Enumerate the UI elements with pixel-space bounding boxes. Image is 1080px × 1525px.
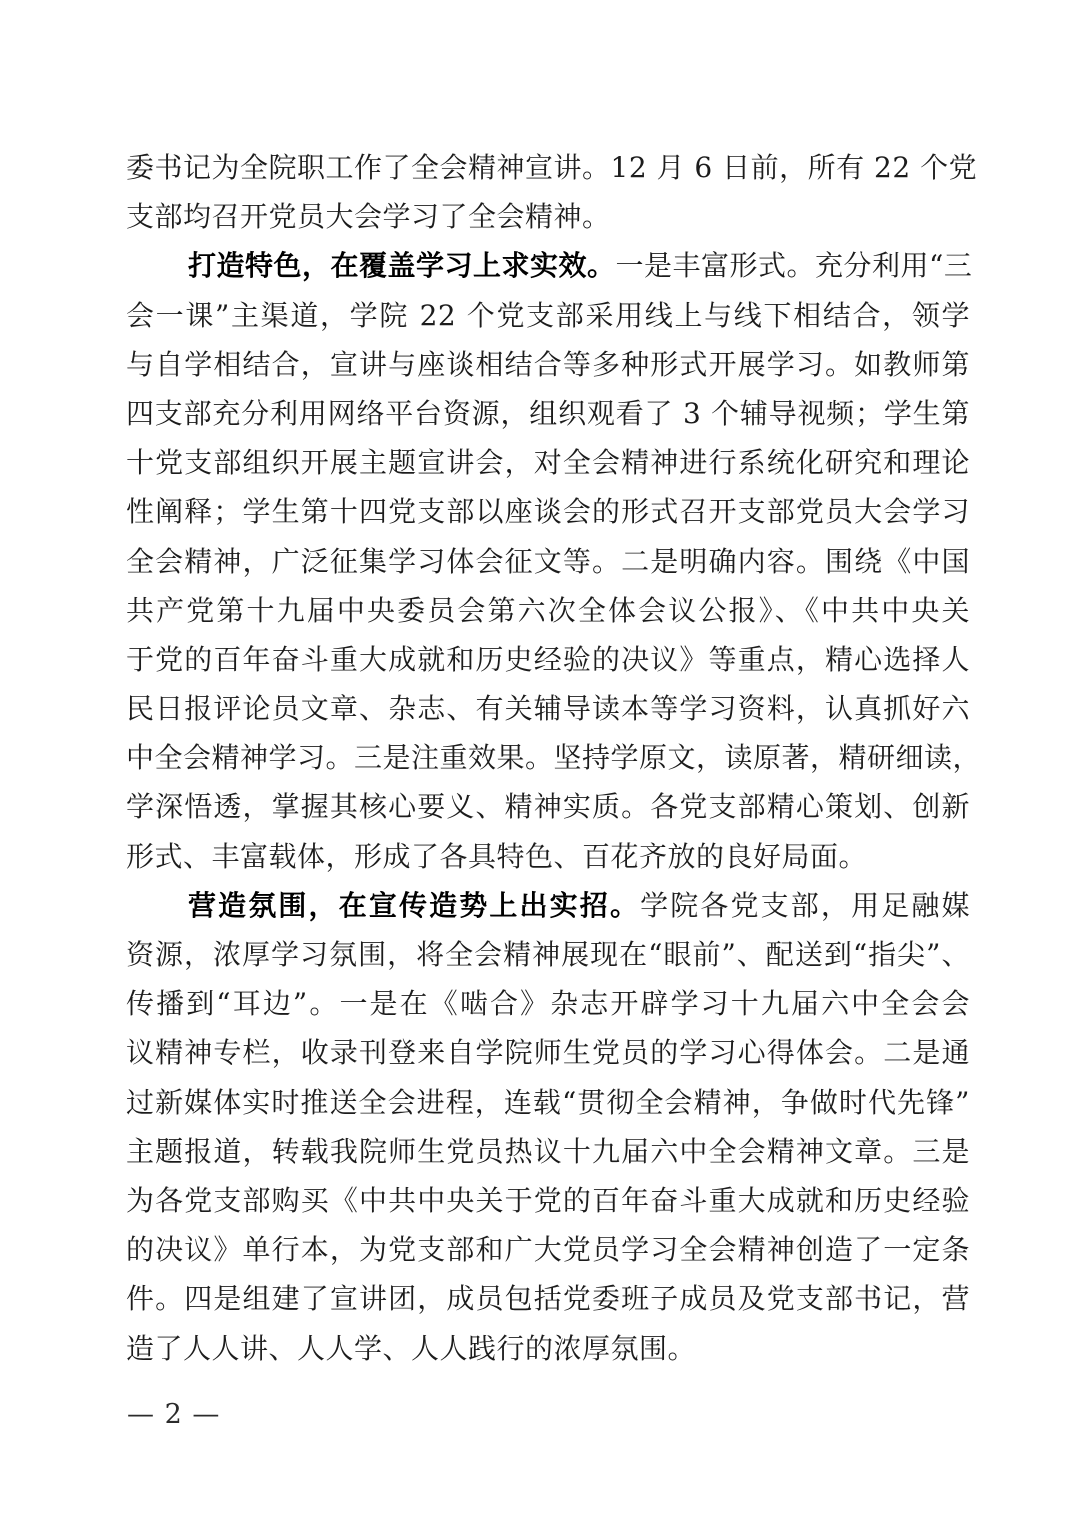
paragraph-text: 一是丰富形式。充分利用“三 bbox=[615, 249, 973, 283]
text-line bbox=[126, 881, 970, 930]
page-number: — 2 — bbox=[127, 1399, 221, 1430]
document-body bbox=[126, 143, 982, 1373]
text-line: 全会精神，广泛征集学习体会征文等。二是明确内容。围绕《中国 bbox=[126, 544, 970, 578]
paragraph-heading: 打造特色，在覆盖学习上求实效。 bbox=[188, 249, 616, 283]
paragraph-text: 学院各党支部，用足融媒 bbox=[640, 888, 970, 922]
text-line: 性阐释；学生第十四党支部以座谈会的形式召开支部党员大会学习 bbox=[126, 495, 970, 529]
text-line: 形式、丰富载体，形成了各具特色、百花齐放的良好局面。 bbox=[126, 839, 868, 873]
text-line: 中全会精神学习。三是注重效果。坚持学原文，读原著，精研细读， bbox=[126, 741, 982, 775]
text-line: 共产党第十九届中央委员会第六次全体会议公报》、《中共中央关 bbox=[126, 593, 970, 627]
paragraph-heading: 营造氛围，在宣传造势上出实招。 bbox=[188, 888, 641, 922]
text-line: 十党支部组织开展主题宣讲会，对全会精神进行系统化研究和理论 bbox=[126, 446, 970, 480]
text-line: 支部均召开党员大会学习了全会精神。 bbox=[126, 200, 611, 234]
text-line: 于党的百年奋斗重大成就和历史经验的决议》等重点，精心选择人 bbox=[126, 642, 970, 676]
text-line: 传播到“耳边”。一是在《啮合》杂志开辟学习十九届六中全会会 bbox=[126, 987, 970, 1021]
text-line: 民日报评论员文章、杂志、有关辅导读本等学习资料，认真抓好六 bbox=[126, 692, 970, 726]
text-line: 学深悟透，掌握其核心要义、精神实质。各党支部精心策划、创新 bbox=[126, 790, 970, 824]
text-line: 会一课”主渠道，学院 22 个党支部采用线上与线下相结合，领学 bbox=[126, 298, 970, 332]
text-line: 委书记为全院职工作了全会精神宣讲。12 月 6 日前，所有 22 个党 bbox=[126, 151, 978, 184]
text-line: 过新媒体实时推送全会进程，连载“贯彻全会精神，争做时代先锋” bbox=[126, 1085, 970, 1119]
text-line: 议精神专栏，收录刊登来自学院师生党员的学习心得体会。二是通 bbox=[126, 1036, 970, 1070]
text-line: 造了人人讲、人人学、人人践行的浓厚氛围。 bbox=[126, 1331, 697, 1365]
text-line bbox=[126, 241, 973, 290]
text-line: 与自学相结合，宣讲与座谈相结合等多种形式开展学习。如教师第 bbox=[126, 347, 970, 381]
text-line: 主题报道，转载我院师生党员热议十九届六中全会精神文章。三是 bbox=[126, 1134, 970, 1168]
text-line: 四支部充分利用网络平台资源，组织观看了 3 个辅导视频；学生第 bbox=[126, 396, 970, 430]
text-line: 资源，浓厚学习氛围，将全会精神展现在“眼前”、配送到“指尖”、 bbox=[126, 938, 970, 971]
text-line: 件。四是组建了宣讲团，成员包括党委班子成员及党支部书记，营 bbox=[126, 1282, 970, 1316]
text-line: 的决议》单行本，为党支部和广大党员学习全会精神创造了一定条 bbox=[126, 1233, 970, 1267]
text-line: 为各党支部购买《中共中央关于党的百年奋斗重大成就和历史经验 bbox=[126, 1183, 970, 1217]
